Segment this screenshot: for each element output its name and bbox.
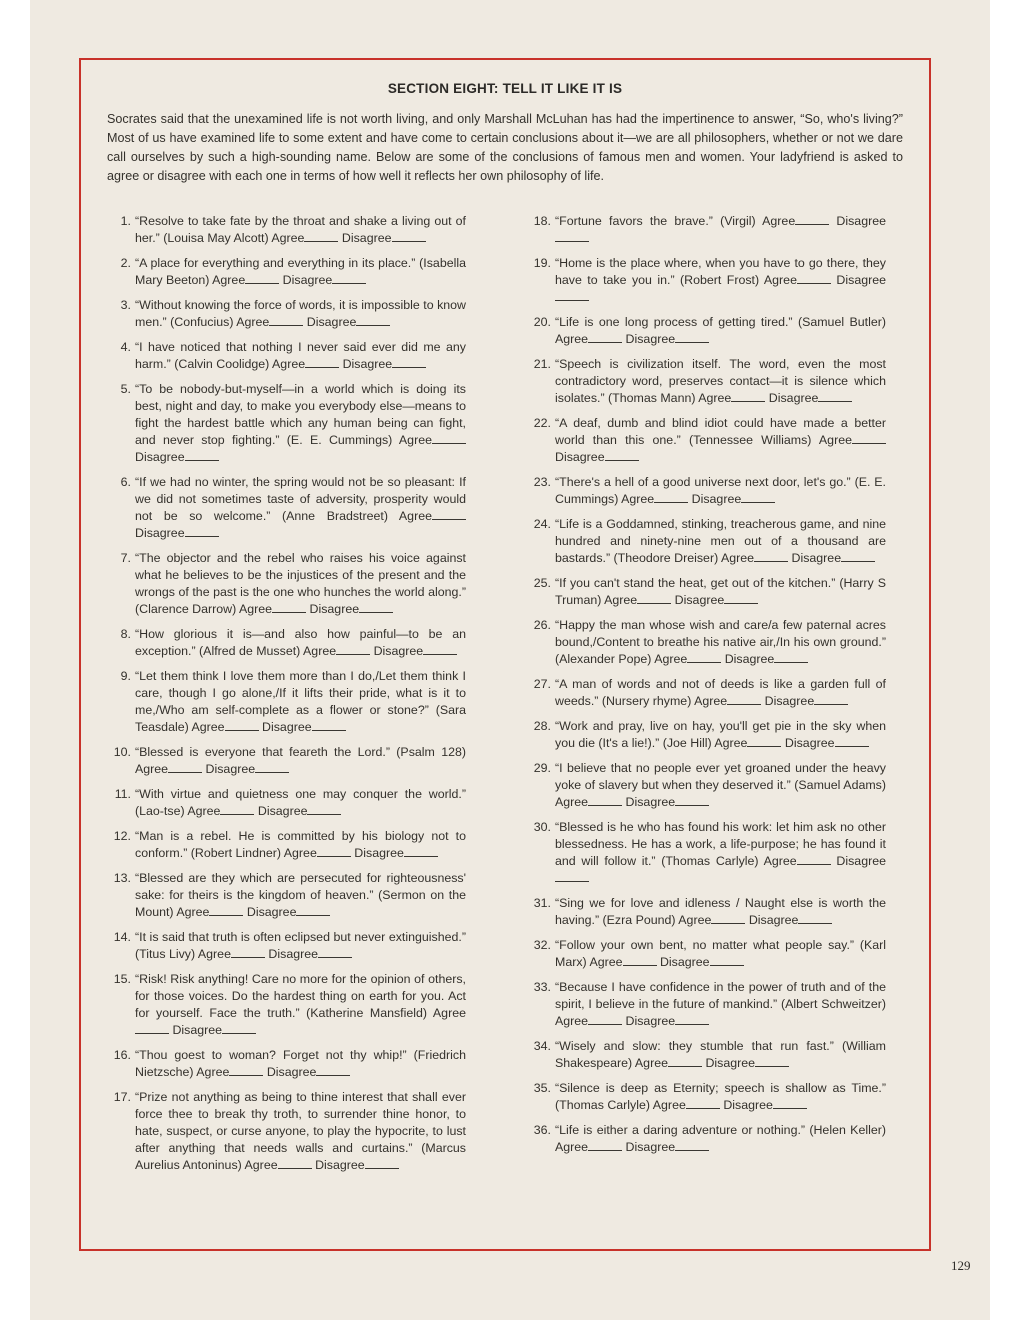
quote-body bbox=[555, 819, 886, 887]
quote-number: 24. bbox=[533, 517, 551, 531]
disagree-blank[interactable] bbox=[312, 720, 346, 731]
quote-text: “Silence is deep as Eternity; speech is shallow as Time.” (Thomas Carlyle) bbox=[555, 1081, 886, 1112]
agree-blank[interactable] bbox=[229, 1065, 263, 1076]
quote-number: 16. bbox=[113, 1048, 131, 1062]
disagree-label: Disagree bbox=[262, 720, 312, 734]
quote-text: “Life is a Goddamned, stinking, treacherous game, and nine hundred and ninety-nine men out of a thousand are bastards.” (Theodore Dreiser) bbox=[555, 517, 886, 565]
disagree-blank[interactable] bbox=[755, 1056, 789, 1067]
quote-item bbox=[109, 786, 466, 820]
agree-blank[interactable] bbox=[305, 357, 339, 368]
agree-label: Agree bbox=[694, 694, 728, 708]
agree-blank[interactable] bbox=[588, 1014, 622, 1025]
agree-blank[interactable] bbox=[432, 509, 466, 520]
quote-body bbox=[555, 213, 886, 247]
disagree-label: Disagree bbox=[135, 526, 185, 540]
quote-body bbox=[555, 1122, 886, 1156]
disagree-blank[interactable] bbox=[255, 762, 289, 773]
quote-body bbox=[555, 676, 886, 710]
agree-blank[interactable] bbox=[797, 854, 831, 865]
agree-blank[interactable] bbox=[731, 391, 765, 402]
disagree-label: Disagree bbox=[625, 332, 676, 346]
quote-text: “Life is either a daring adventure or nothing.” (Helen Keller) bbox=[555, 1123, 886, 1137]
agree-blank[interactable] bbox=[272, 602, 306, 613]
quote-body bbox=[555, 617, 886, 668]
agree-blank[interactable] bbox=[278, 1158, 312, 1169]
disagree-blank[interactable] bbox=[185, 526, 219, 537]
quote-number: 32. bbox=[533, 938, 551, 952]
quote-number: 20. bbox=[533, 315, 551, 329]
disagree-blank[interactable] bbox=[741, 492, 775, 503]
quote-number: 5. bbox=[120, 382, 131, 396]
quote-number: 27. bbox=[533, 677, 551, 691]
quote-item bbox=[529, 255, 886, 306]
agree-blank[interactable] bbox=[727, 694, 761, 705]
agree-label: Agree bbox=[654, 652, 688, 666]
quote-text: “Thou goest to woman? Forget not thy whip!” (Friedrich Nietzsche) bbox=[135, 1048, 466, 1079]
disagree-blank[interactable] bbox=[675, 1140, 709, 1151]
disagree-label: Disagree bbox=[555, 450, 605, 464]
quote-number: 23. bbox=[533, 475, 551, 489]
agree-blank[interactable] bbox=[317, 846, 351, 857]
agree-label: Agree bbox=[197, 947, 231, 961]
quote-text: “If you can't stand the heat, get out of the kitchen.” (Harry S Truman) bbox=[555, 576, 886, 607]
disagree-blank[interactable] bbox=[814, 694, 848, 705]
quote-body bbox=[135, 213, 466, 247]
disagree-blank[interactable] bbox=[555, 231, 589, 242]
quote-text: “With virtue and quietness one may conquer the world.” (Lao-tse) bbox=[135, 787, 466, 818]
agree-label: Agree bbox=[555, 1014, 589, 1028]
quote-item bbox=[529, 1080, 886, 1114]
agree-label: Agree bbox=[176, 905, 210, 919]
quote-item bbox=[529, 213, 886, 247]
agree-blank[interactable] bbox=[852, 433, 886, 444]
quote-body bbox=[135, 474, 466, 542]
quote-item bbox=[529, 516, 886, 567]
quote-item bbox=[529, 415, 886, 466]
quote-text: “I have noticed that nothing I never said ever did me any harm.” (Calvin Coolidge) bbox=[135, 340, 466, 371]
disagree-blank[interactable] bbox=[359, 602, 393, 613]
disagree-blank[interactable] bbox=[404, 846, 438, 857]
quote-item bbox=[529, 979, 886, 1030]
disagree-blank[interactable] bbox=[316, 1065, 350, 1076]
agree-blank[interactable] bbox=[654, 492, 688, 503]
page-number: 129 bbox=[951, 1258, 971, 1273]
disagree-label: Disagree bbox=[172, 1023, 223, 1037]
disagree-label: Disagree bbox=[836, 854, 886, 868]
quote-item bbox=[109, 668, 466, 736]
intro-paragraph: Socrates said that the unexamined life is not worth living, and only Marshall McLuhan has had the impertinence to answer, “So, who's living?” Most of us have examined life to some extent and have come to certain conclusions about it—we are all philosophers, whether or not we dare call ourselves by such a high-sounding name. Below are some of the conclusions of famous men and women. Your ladyfriend is asked to agree or disagree with each one in terms of how well it reflects her own philosophy of life. bbox=[107, 112, 903, 183]
disagree-label: Disagree bbox=[723, 1098, 773, 1112]
quote-item bbox=[529, 1038, 886, 1072]
quote-item bbox=[109, 255, 466, 289]
disagree-blank[interactable] bbox=[773, 1098, 807, 1109]
agree-blank[interactable] bbox=[588, 1140, 622, 1151]
agree-label: Agree bbox=[555, 332, 589, 346]
disagree-label: Disagree bbox=[625, 1140, 676, 1154]
quote-text: “A place for everything and everything in its place.” (Isabella Mary Beeton) bbox=[135, 256, 466, 287]
disagree-label: Disagree bbox=[659, 955, 710, 969]
quote-text: “To be nobody-but-myself—in a world which is doing its best, night and day, to make you everybody else—means to fight the hardest battle which any human being can fight, and never stop fighting.” (E. E. Cummings) bbox=[135, 382, 466, 447]
agree-label: Agree bbox=[555, 795, 589, 809]
disagree-blank[interactable] bbox=[841, 551, 875, 562]
agree-label: Agree bbox=[589, 955, 623, 969]
quote-text: “Life is one long process of getting tired.” (Samuel Butler) bbox=[555, 315, 886, 329]
quote-number: 29. bbox=[533, 761, 551, 775]
quote-number: 28. bbox=[533, 719, 551, 733]
quote-number: 7. bbox=[120, 551, 131, 565]
disagree-label: Disagree bbox=[784, 736, 835, 750]
quote-body bbox=[555, 979, 886, 1030]
quote-number: 3. bbox=[120, 298, 131, 312]
quote-item bbox=[109, 1089, 466, 1174]
disagree-label: Disagree bbox=[791, 551, 842, 565]
quote-body bbox=[555, 895, 886, 929]
quote-text: “A man of words and not of deeds is like a garden full of weeds.” (Nursery rhyme) bbox=[555, 677, 886, 708]
disagree-label: Disagree bbox=[625, 1014, 676, 1028]
quote-number: 9. bbox=[120, 669, 131, 683]
quote-item bbox=[529, 937, 886, 971]
quote-item bbox=[529, 760, 886, 811]
agree-blank[interactable] bbox=[754, 551, 788, 562]
quote-body bbox=[135, 1089, 466, 1174]
disagree-blank[interactable] bbox=[835, 736, 869, 747]
quote-body bbox=[135, 744, 466, 778]
quote-item bbox=[529, 575, 886, 609]
agree-blank[interactable] bbox=[797, 273, 831, 284]
quote-item bbox=[529, 676, 886, 710]
agree-label: Agree bbox=[191, 720, 225, 734]
agree-label: Agree bbox=[238, 602, 273, 616]
quote-item bbox=[109, 626, 466, 660]
disagree-label: Disagree bbox=[135, 450, 185, 464]
disagree-label: Disagree bbox=[674, 593, 725, 607]
agree-label: Agree bbox=[763, 854, 797, 868]
quote-text: “Fortune favors the brave.” (Virgil) bbox=[555, 214, 756, 228]
disagree-label: Disagree bbox=[691, 492, 742, 506]
disagree-label: Disagree bbox=[768, 391, 819, 405]
quote-item bbox=[109, 474, 466, 542]
agree-blank[interactable] bbox=[225, 720, 259, 731]
disagree-label: Disagree bbox=[205, 762, 256, 776]
quote-text: “Let them think I love them more than I do,/Let them think I care, though I go alone,/If it lifts their pride, what is it to me,/Who am self-complete as a flower or stone?” (Sara Teasdale) bbox=[135, 669, 466, 734]
quote-text: “Happy the man whose wish and care/a few paternal acres bound,/Content to breathe his native air,/In his own ground.” (Alexander Pope) bbox=[555, 618, 886, 666]
agree-blank[interactable] bbox=[711, 913, 745, 924]
disagree-label: Disagree bbox=[268, 947, 319, 961]
disagree-label: Disagree bbox=[257, 804, 308, 818]
quote-number: 10. bbox=[113, 745, 131, 759]
quote-number: 4. bbox=[120, 340, 131, 354]
agree-label: Agree bbox=[196, 1065, 230, 1079]
quote-item bbox=[109, 744, 466, 778]
quote-number: 12. bbox=[113, 829, 131, 843]
quote-body bbox=[555, 415, 886, 466]
agree-blank[interactable] bbox=[304, 231, 338, 242]
agree-label: Agree bbox=[303, 644, 337, 658]
disagree-blank[interactable] bbox=[555, 871, 589, 882]
agree-label: Agree bbox=[652, 1098, 686, 1112]
disagree-blank[interactable] bbox=[710, 955, 744, 966]
quote-number: 17. bbox=[113, 1090, 131, 1104]
quote-item bbox=[109, 971, 466, 1039]
agree-label: Agree bbox=[212, 273, 246, 287]
quote-body bbox=[555, 516, 886, 567]
agree-label: Agree bbox=[398, 509, 432, 523]
quote-text: “Speech is civilization itself. The word, even the most contradictory word, preserves contact—it is silence which isolates.” (Thomas Mann) bbox=[555, 357, 886, 405]
disagree-label: Disagree bbox=[282, 273, 333, 287]
quote-text: “I believe that no people ever yet groaned under the heavy yoke of slavery but when they deserved it.” (Samuel Adams) bbox=[555, 761, 886, 792]
quote-body bbox=[555, 356, 886, 407]
quote-number: 6. bbox=[120, 475, 131, 489]
disagree-blank[interactable] bbox=[774, 652, 808, 663]
agree-blank[interactable] bbox=[220, 804, 254, 815]
agree-blank[interactable] bbox=[336, 644, 370, 655]
disagree-label: Disagree bbox=[342, 357, 393, 371]
quote-text: “Man is a rebel. He is committed by his biology not to conform.” (Robert Lindner) bbox=[135, 829, 466, 860]
quote-item bbox=[109, 381, 466, 466]
quote-text: “Blessed are they which are persecuted for righteousness' sake: for theirs is the kingdom of heaven.” (Sermon on the Mount) bbox=[135, 871, 466, 919]
agree-label: Agree bbox=[236, 315, 270, 329]
disagree-label: Disagree bbox=[354, 846, 404, 860]
disagree-blank[interactable] bbox=[392, 231, 426, 242]
quote-body bbox=[135, 786, 466, 820]
quote-item bbox=[109, 1047, 466, 1081]
agree-blank[interactable] bbox=[269, 315, 303, 326]
disagree-blank[interactable] bbox=[185, 450, 219, 461]
quote-body bbox=[555, 314, 886, 348]
quote-number: 1. bbox=[120, 214, 131, 228]
quote-number: 25. bbox=[533, 576, 551, 590]
agree-label: Agree bbox=[678, 913, 712, 927]
agree-blank[interactable] bbox=[795, 214, 829, 225]
quote-text: “Home is the place where, when you have to go there, they have to take you in.” (Robert Frost) bbox=[555, 256, 886, 287]
quote-item bbox=[109, 339, 466, 373]
agree-blank[interactable] bbox=[588, 795, 622, 806]
disagree-label: Disagree bbox=[266, 1065, 317, 1079]
quote-item bbox=[109, 297, 466, 331]
disagree-blank[interactable] bbox=[724, 593, 758, 604]
disagree-label: Disagree bbox=[724, 652, 775, 666]
quote-item bbox=[529, 617, 886, 668]
agree-blank[interactable] bbox=[231, 947, 265, 958]
disagree-label: Disagree bbox=[836, 214, 886, 228]
quote-item bbox=[529, 895, 886, 929]
agree-label: Agree bbox=[135, 762, 169, 776]
disagree-blank[interactable] bbox=[332, 273, 366, 284]
agree-label: Agree bbox=[634, 1056, 668, 1070]
agree-label: Agree bbox=[271, 231, 305, 245]
quote-text: “It is said that truth is often eclipsed but never extinguished.” (Titus Livy) bbox=[135, 930, 466, 961]
quote-body bbox=[135, 1047, 466, 1081]
quote-number: 26. bbox=[533, 618, 551, 632]
disagree-label: Disagree bbox=[309, 602, 360, 616]
disagree-blank[interactable] bbox=[222, 1023, 256, 1034]
quote-number: 8. bbox=[120, 627, 131, 641]
quote-item bbox=[529, 356, 886, 407]
quote-body bbox=[135, 668, 466, 736]
disagree-blank[interactable] bbox=[423, 644, 457, 655]
quote-number: 34. bbox=[533, 1039, 551, 1053]
agree-blank[interactable] bbox=[747, 736, 781, 747]
disagree-blank[interactable] bbox=[818, 391, 852, 402]
agree-label: Agree bbox=[432, 1006, 466, 1020]
quote-text: “Because I have confidence in the power of truth and of the spirit, I believe in the future of mankind.” (Albert Schweitzer) bbox=[555, 980, 886, 1011]
agree-label: Agree bbox=[714, 736, 748, 750]
quote-number: 19. bbox=[533, 256, 551, 270]
agree-label: Agree bbox=[720, 551, 755, 565]
quote-item bbox=[529, 819, 886, 887]
disagree-blank[interactable] bbox=[296, 905, 330, 916]
quote-text: “Blessed is everyone that feareth the Lord.” (Psalm 128) bbox=[135, 745, 466, 759]
section-frame bbox=[79, 58, 931, 1251]
quote-number: 2. bbox=[120, 256, 131, 270]
quote-item bbox=[529, 718, 886, 752]
quote-item bbox=[109, 550, 466, 618]
quote-body bbox=[555, 1080, 886, 1114]
quote-number: 15. bbox=[113, 972, 131, 986]
disagree-label: Disagree bbox=[315, 1158, 365, 1172]
quotes-column-right bbox=[529, 213, 886, 1164]
quote-text: “Sing we for love and idleness / Naught else is worth the having.” (Ezra Pound) bbox=[555, 896, 886, 927]
quote-number: 35. bbox=[533, 1081, 551, 1095]
disagree-blank[interactable] bbox=[675, 1014, 709, 1025]
quote-text: “Risk! Risk anything! Care no more for the opinion of others, for those voices. Do the hardest thing on earth for you. Act for yourself. Face the truth.” (Katherine Mansfield) bbox=[135, 972, 466, 1020]
agree-label: Agree bbox=[398, 433, 432, 447]
quote-text: “Resolve to take fate by the throat and shake a living out of her.” (Louisa May Alcott) bbox=[135, 214, 466, 245]
quote-body bbox=[135, 828, 466, 862]
quote-body bbox=[135, 255, 466, 289]
disagree-label: Disagree bbox=[705, 1056, 756, 1070]
quote-body bbox=[135, 870, 466, 921]
agree-blank[interactable] bbox=[245, 273, 279, 284]
disagree-label: Disagree bbox=[341, 231, 392, 245]
quote-number: 30. bbox=[533, 820, 551, 834]
agree-label: Agree bbox=[555, 1140, 589, 1154]
agree-label: Agree bbox=[283, 846, 317, 860]
quote-body bbox=[555, 718, 886, 752]
quote-text: “Blessed is he who has found his work: let him ask no other blessedness. He has a work, a life-purpose; he has found it and will follow it.” (Thomas Carlyle) bbox=[555, 820, 886, 868]
quote-body bbox=[135, 550, 466, 618]
quote-number: 11. bbox=[114, 787, 131, 801]
quote-item bbox=[109, 929, 466, 963]
agree-blank[interactable] bbox=[209, 905, 243, 916]
disagree-blank[interactable] bbox=[798, 913, 832, 924]
agree-label: Agree bbox=[621, 492, 655, 506]
quote-body bbox=[135, 381, 466, 466]
quote-body bbox=[555, 575, 886, 609]
quote-item bbox=[529, 1122, 886, 1156]
quote-number: 14. bbox=[113, 930, 131, 944]
quote-number: 33. bbox=[533, 980, 551, 994]
disagree-blank[interactable] bbox=[365, 1158, 399, 1169]
disagree-label: Disagree bbox=[625, 795, 676, 809]
disagree-blank[interactable] bbox=[392, 357, 426, 368]
agree-blank[interactable] bbox=[588, 332, 622, 343]
section-title: SECTION EIGHT: TELL IT LIKE IT IS bbox=[387, 81, 623, 96]
disagree-blank[interactable] bbox=[307, 804, 341, 815]
agree-blank[interactable] bbox=[668, 1056, 702, 1067]
quote-text: “How glorious it is—and also how painful—to be an exception.” (Alfred de Musset) bbox=[135, 627, 466, 658]
agree-blank[interactable] bbox=[687, 652, 721, 663]
agree-label: Agree bbox=[762, 214, 796, 228]
quote-text: “If we had no winter, the spring would not be so pleasant: If we did not sometimes taste of adversity, prosperity would not be so welcome.” (Anne Bradstreet) bbox=[135, 475, 466, 523]
quote-body bbox=[555, 937, 886, 971]
quote-text: “Work and pray, live on hay, you'll get pie in the sky when you die (It's a lie!).” (Joe Hill) bbox=[555, 719, 886, 750]
agree-blank[interactable] bbox=[432, 433, 466, 444]
quote-body bbox=[555, 255, 886, 306]
quote-number: 13. bbox=[113, 871, 131, 885]
quote-text: “Without knowing the force of words, it is impossible to know men.” (Confucius) bbox=[135, 298, 466, 329]
quote-number: 18. bbox=[533, 214, 551, 228]
quote-text: “A deaf, dumb and blind idiot could have made a better world than this one.” (Tennessee Williams) bbox=[555, 416, 886, 447]
disagree-label: Disagree bbox=[748, 913, 799, 927]
quote-item bbox=[109, 870, 466, 921]
agree-blank[interactable] bbox=[686, 1098, 720, 1109]
agree-label: Agree bbox=[698, 391, 732, 405]
disagree-label: Disagree bbox=[246, 905, 297, 919]
disagree-label: Disagree bbox=[306, 315, 357, 329]
quote-item bbox=[109, 213, 466, 247]
quote-body bbox=[135, 929, 466, 963]
agree-blank[interactable] bbox=[637, 593, 671, 604]
quote-number: 22. bbox=[533, 416, 551, 430]
disagree-blank[interactable] bbox=[356, 315, 390, 326]
agree-label: Agree bbox=[187, 804, 221, 818]
quote-text: “Prize not anything as being to thine interest that shall ever force thee to break thy troth, to surrender thine honor, to hate, suspect, or curse anyone, to play the hypocrite, to lust after anything that needs walls and curtains.” (Marcus Aurelius Antoninus) bbox=[135, 1090, 466, 1172]
quote-number: 31. bbox=[533, 896, 551, 910]
agree-blank[interactable] bbox=[168, 762, 202, 773]
disagree-blank[interactable] bbox=[675, 332, 709, 343]
agree-blank[interactable] bbox=[135, 1023, 169, 1034]
agree-label: Agree bbox=[818, 433, 852, 447]
disagree-blank[interactable] bbox=[675, 795, 709, 806]
agree-label: Agree bbox=[604, 593, 638, 607]
quote-item bbox=[529, 314, 886, 348]
quote-text: “The objector and the rebel who raises his voice against what he believes to be the injustices of the present and the wrongs of the past is the one who hunches the world along.” (Clarence Darrow) bbox=[135, 551, 466, 616]
quote-text: “Follow your own bent, no matter what people say.” (Karl Marx) bbox=[555, 938, 886, 969]
quote-item bbox=[109, 828, 466, 862]
quote-text: “There's a hell of a good universe next door, let's go.” (E. E. Cummings) bbox=[555, 475, 886, 506]
magazine-page bbox=[30, 0, 990, 1320]
quote-number: 21. bbox=[533, 357, 551, 371]
disagree-label: Disagree bbox=[764, 694, 815, 708]
quote-body bbox=[135, 971, 466, 1039]
disagree-blank[interactable] bbox=[318, 947, 352, 958]
quote-body bbox=[555, 1038, 886, 1072]
agree-label: Agree bbox=[244, 1158, 278, 1172]
disagree-blank[interactable] bbox=[555, 290, 589, 301]
agree-blank[interactable] bbox=[623, 955, 657, 966]
quote-body bbox=[135, 626, 466, 660]
disagree-blank[interactable] bbox=[605, 450, 639, 461]
agree-label: Agree bbox=[763, 273, 797, 287]
quote-text: “Wisely and slow: they stumble that run fast.” (William Shakespeare) bbox=[555, 1039, 886, 1070]
disagree-label: Disagree bbox=[836, 273, 887, 287]
quote-body bbox=[135, 339, 466, 373]
quotes-column-left bbox=[109, 213, 466, 1182]
quote-body bbox=[555, 474, 886, 508]
agree-label: Agree bbox=[272, 357, 306, 371]
quote-body bbox=[135, 297, 466, 331]
quote-body bbox=[555, 760, 886, 811]
disagree-label: Disagree bbox=[373, 644, 424, 658]
quote-item bbox=[529, 474, 886, 508]
quote-number: 36. bbox=[533, 1123, 551, 1137]
